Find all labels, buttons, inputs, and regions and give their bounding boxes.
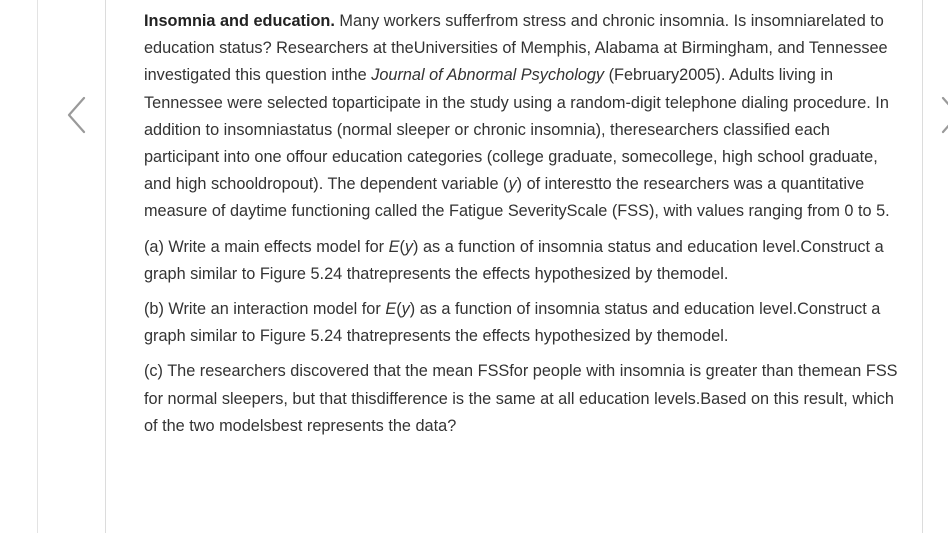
chevron-right-icon — [938, 95, 948, 135]
part-b-expectation: E — [385, 300, 397, 319]
journal-name: Journal of Abnormal Psychology — [371, 66, 605, 85]
part-a-variable: y — [404, 237, 414, 256]
left-divider — [37, 0, 38, 533]
part-b-prefix: (b) Write an interaction model for — [144, 300, 386, 319]
part-a: (a) Write a main effects model for E(y) as a function of insomnia status and education level.Construct a graph similar to Figure 5.24 thatrepresents the effects hypothesized by themodel. — [144, 237, 884, 283]
part-b: (b) Write an interaction model for E(y) as a function of insomnia status and education level.Construct a graph similar to Figure 5.24 thatrepresents the effects hypothesized by themodel. — [144, 300, 881, 346]
intro-text-3: ) of interestto the researchers was a quantitative measure of daytime functioning called the Fatigue SeverityScale (FSS), with values ranging from 0 to 5. — [144, 175, 890, 221]
chevron-left-icon — [66, 95, 90, 135]
problem-title: Insomnia and education. — [144, 12, 335, 30]
part-b-variable: y — [401, 300, 410, 319]
problem-card — [105, 0, 923, 533]
intro-text-1: Many workers sufferfrom stress and chronic insomnia. Is insomniarelated to education status? Researchers at theUniversities of Memphis, Alabama at Birmingham, and Tennessee investigated this question inthe — [144, 12, 888, 85]
intro-text-2: (February2005). Adults living in Tennessee were selected toparticipate in the study using a random-digit telephone dialing procedure. In addition to insomniastatus (normal sleeper or chronic insomnia), theresearchers classified each participant into one offour education categories (college graduate, somecollege, high school graduate, and high schooldropout). The dependent variable ( — [144, 66, 889, 194]
problem-intro — [144, 8, 904, 226]
part-a-expectation: E — [388, 237, 400, 256]
problem-content — [144, 8, 904, 448]
part-c: (c) The researchers discovered that the mean FSSfor people with insomnia is greater than themean FSS for normal sleepers, but that thisdifference is the same at all education levels.Based on this result, which of the two modelsbest represents the data? — [144, 362, 898, 435]
next-button[interactable] — [938, 95, 948, 135]
part-b-suffix: as a function of insomnia status and education level.Construct a graph similar to Figure 5.24 thatrepresents the effects hypothesized by themodel. — [144, 300, 881, 346]
part-a-suffix: as a function of insomnia status and education level.Construct a graph similar to Figure 5.24 thatrepresents the effects hypothesized by themodel. — [144, 237, 884, 283]
previous-button[interactable] — [66, 95, 90, 135]
variable-y: y — [508, 175, 517, 194]
part-a-prefix: (a) Write a main effects model for — [144, 237, 389, 256]
